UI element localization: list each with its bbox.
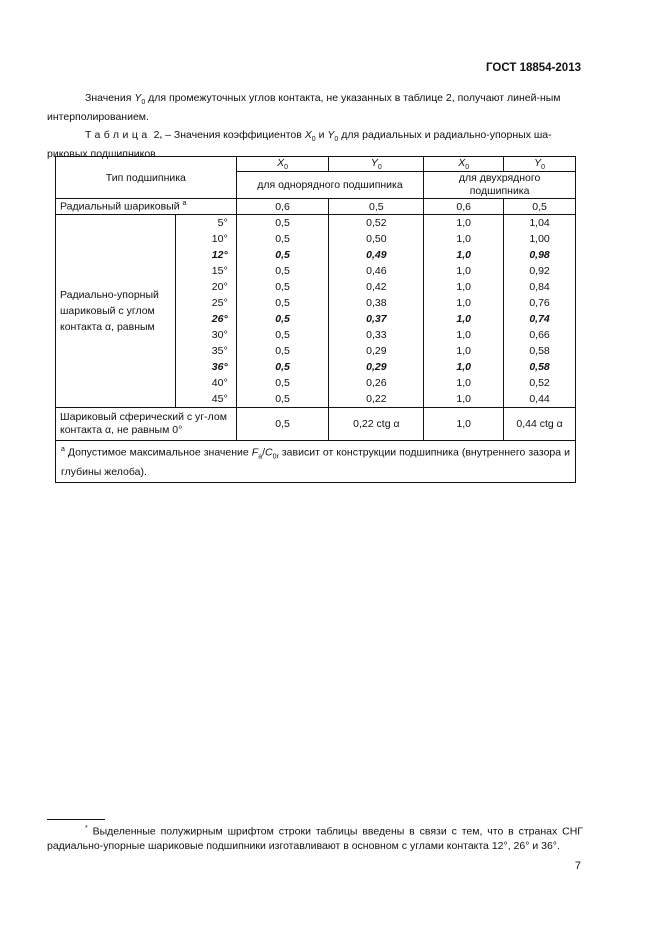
coef-cell: 0,5: [236, 263, 329, 279]
coef-cell: 0,5: [236, 279, 329, 295]
contact-angle: 35°: [175, 343, 236, 359]
table-row-angle: [56, 215, 576, 232]
coef-cell: 0,84: [504, 279, 576, 295]
coef-cell: 0,5: [236, 391, 329, 408]
coef-cell: 0,29: [329, 343, 424, 359]
coef-cell: 1,0: [424, 311, 504, 327]
coef-cell: 0,5: [236, 359, 329, 375]
coef-cell: 0,52: [329, 215, 424, 232]
header-x0-double: $X_0$: [424, 157, 504, 172]
coef-cell: 1,0: [424, 343, 504, 359]
coef-cell: 0,52: [504, 375, 576, 391]
table-row-spherical: [56, 408, 576, 441]
coef-cell: 1,0: [424, 391, 504, 408]
intro-paragraph: Значения $Y_0$ для промежуточных углов контакта, не указанных в таблице 2, получают линей-ным интерполированием.: [47, 92, 561, 124]
page-number: 7: [574, 860, 581, 872]
contact-angle: 10°: [175, 231, 236, 247]
contact-angle: 40°: [175, 375, 236, 391]
coef-cell: 0,5: [236, 295, 329, 311]
coef-cell: 0,29: [329, 359, 424, 375]
coef-cell: 1,00: [504, 231, 576, 247]
header-single-row: для однорядного подшипника: [236, 172, 424, 199]
coef-cell: 0,5: [236, 327, 329, 343]
contact-angle: 26°: [175, 311, 236, 327]
coef-cell: 0,58: [504, 359, 576, 375]
coef-cell: 0,46: [329, 263, 424, 279]
coefficients-table: [55, 156, 576, 483]
coef-cell: 1,0: [424, 408, 504, 441]
coef-cell: 0,74: [504, 311, 576, 327]
coef-cell: 0,5: [236, 375, 329, 391]
coef-cell: 0,92: [504, 263, 576, 279]
contact-angle: 5°: [175, 215, 236, 232]
coef-cell: 0,76: [504, 295, 576, 311]
coef-cell: 1,0: [424, 231, 504, 247]
coef-cell: 0,5: [236, 215, 329, 232]
spherical-label: Шариковый сферический с уг-лом контакта α, не равным 0°: [56, 408, 237, 441]
coef-cell: 0,26: [329, 375, 424, 391]
coef-cell: 1,0: [424, 263, 504, 279]
radial-x0-double: 0,6: [424, 199, 504, 215]
coef-cell: 1,0: [424, 279, 504, 295]
radial-label: Радиальный шариковый $^a$: [56, 199, 237, 215]
coef-cell: 0,38: [329, 295, 424, 311]
coef-cell: 0,66: [504, 327, 576, 343]
header-double-row: для двухрядного подшипника: [424, 172, 576, 199]
table-header-row: [56, 157, 576, 172]
coef-cell: 0,44 ctg α: [504, 408, 576, 441]
coef-cell: 0,22: [329, 391, 424, 408]
coef-cell: 0,42: [329, 279, 424, 295]
document-code: ГОСТ 18854-2013: [486, 62, 581, 74]
coef-cell: 0,5: [236, 247, 329, 263]
coef-cell: 1,04: [504, 215, 576, 232]
coef-cell: 0,5: [236, 343, 329, 359]
contact-angle: 15°: [175, 263, 236, 279]
coef-cell: 0,50: [329, 231, 424, 247]
table-row-radial: [56, 199, 576, 215]
coef-cell: 1,0: [424, 375, 504, 391]
radial-y0-double: 0,5: [504, 199, 576, 215]
table-note: $^a$ Допустимое максимальное значение $F_a/C_{0r}$ зависит от конструкции подшипника (внутреннего зазора и глубины желоба).: [56, 441, 576, 483]
header-y0-single: $Y_0$: [329, 157, 424, 172]
coef-cell: 0,22 ctg α: [329, 408, 424, 441]
contact-angle: 20°: [175, 279, 236, 295]
contact-angle: 25°: [175, 295, 236, 311]
coef-cell: 0,5: [236, 408, 329, 441]
radial-y0-single: 0,5: [329, 199, 424, 215]
footnote-divider: [47, 819, 105, 820]
coef-cell: 0,44: [504, 391, 576, 408]
coef-cell: 1,0: [424, 215, 504, 232]
coef-cell: 0,98: [504, 247, 576, 263]
header-x0-single: $X_0$: [236, 157, 329, 172]
coef-cell: 0,5: [236, 231, 329, 247]
coef-cell: 0,33: [329, 327, 424, 343]
coef-cell: 1,0: [424, 359, 504, 375]
contact-angle: 45°: [175, 391, 236, 408]
header-bearing-type: Тип подшипника: [56, 157, 237, 199]
coef-cell: 1,0: [424, 295, 504, 311]
coef-cell: 0,5: [236, 311, 329, 327]
contact-angle: 36°: [175, 359, 236, 375]
coef-cell: 0,58: [504, 343, 576, 359]
angular-contact-label: Радиально-упорный шариковый с углом контакта α, равным: [56, 215, 176, 408]
coef-cell: 1,0: [424, 327, 504, 343]
footnote: * Выделенные полужирным шрифтом строки таблицы введены в связи с тем, что в странах СНГ радиально-упорные шариковые подшипники изготавливают в основном с углами контакта 12°, 26° и 36°.: [47, 825, 583, 852]
table-caption: Таблица $2_*$ – Значения коэффициентов $X_0$ и $Y_0$ для радиальных и радиально-упорных ша-риковых подшипников: [47, 129, 552, 161]
contact-angle: 30°: [175, 327, 236, 343]
coef-cell: 1,0: [424, 247, 504, 263]
contact-angle: 12°: [175, 247, 236, 263]
header-y0-double: $Y_0$: [504, 157, 576, 172]
radial-x0-single: 0,6: [236, 199, 329, 215]
coef-cell: 0,49: [329, 247, 424, 263]
coef-cell: 0,37: [329, 311, 424, 327]
table-note-row: [56, 441, 576, 483]
